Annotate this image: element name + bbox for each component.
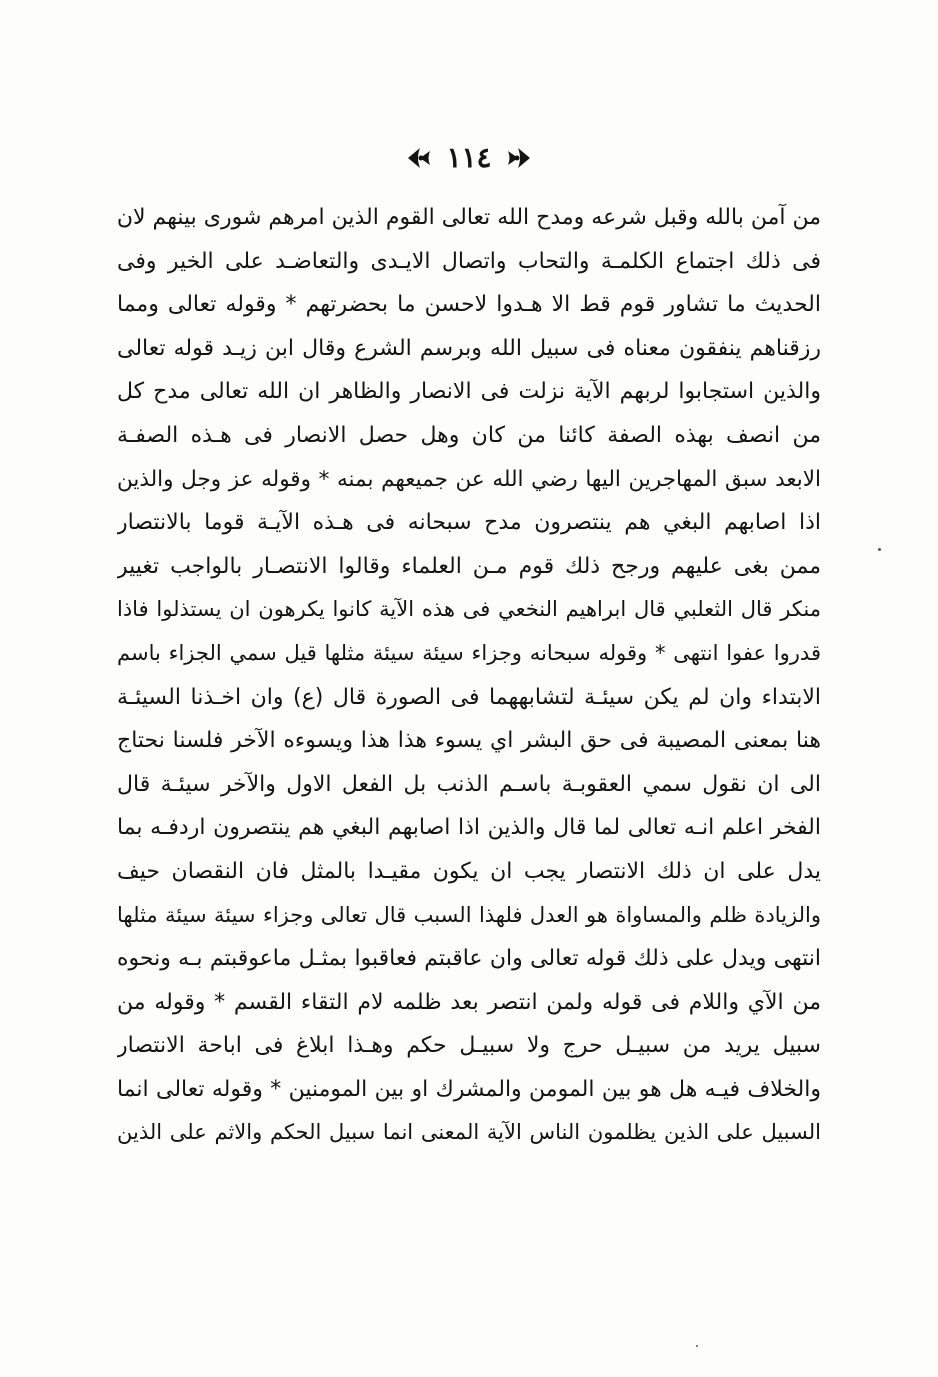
text-line: من آمن بالله وقبل شرعه ومدح الله تعالى القوم الذين امرهم شورى بينهم لان: [117, 205, 821, 230]
scan-speck: [878, 548, 881, 551]
body-text: [117, 196, 821, 1155]
text-line: الفخر اعلم انـه تعالى لما قال والذين اذا اصابهم البغي هم ينتصرون اردفـه بما: [117, 815, 821, 841]
text-line: من انصف بهذه الصفة كائنا من كان وهل حصل الانصار فى هـذه الصفـة: [117, 422, 821, 448]
text-line: الابعد سبق المهاجرين اليها رضي الله عن جميعهم بمنه * وقوله عز وجل والذين: [117, 466, 821, 492]
text-line: الى ان نقول سمي العقوبـة باسـم الذنب بل الفعل الاول والآخر سيئـة قال: [117, 771, 821, 797]
text-line: رزقناهم ينفقون معناه فى سبيل الله وبرسم الشرع وقال ابن زيـد قوله تعالى: [117, 335, 821, 361]
text-line: والذين استجابوا لربهم الآية نزلت فى الانصار والظاهر ان الله تعالى مدح كل: [117, 379, 821, 405]
text-line: الابتداء وان لم يكن سيئـة لتشابههما فى الصورة قال (ع) وان اخـذنا السيئـة: [117, 684, 821, 710]
ornament-right-icon: [406, 145, 432, 171]
page-number: ١١٤: [446, 141, 492, 174]
text-line: هنا بمعنى المصيبة فى حق البشر اي يسوء هذا هذا ويسوءه الآخر فلسنا نحتاج: [117, 728, 821, 754]
text-line: والزيادة ظلم والمساواة هو العدل فلهذا السبب قال تعالى وجزاء سيئة سيئة مثلها: [117, 902, 821, 927]
text-line: يدل على ان ذلك الانتصار يجب ان يكون مقيـدا بالمثل فان النقصان حيف: [117, 858, 821, 884]
text-line: فى ذلك اجتماع الكلمـة والتحاب واتصال الايـدى والتعاضـد على الخير وفى: [117, 248, 821, 274]
text-line: منكر قال الثعلبي قال ابراهيم النخعي فى هذه الآية كانوا يكرهون ان يستذلوا فاذا: [117, 597, 821, 622]
ornament-left-icon: [506, 145, 532, 171]
text-line: سبيل يريد من سبيـل حرج ولا سبيـل حكم وهـذا ابلاغ فى اباحة الانتصار: [117, 1033, 821, 1059]
text-line: الحديث ما تشاور قوم قط الا هـدوا لاحسن ما بحضرتهم * وقوله تعالى ومما: [117, 292, 821, 318]
text-line: انتهى ويدل على ذلك قوله تعالى وان عاقبتم فعاقبوا بمثـل ماعوقبتم بـه ونحوه: [117, 946, 821, 972]
text-line: والخلاف فيـه هل هو بين المومن والمشرك او بين المومنين * وقوله تعالى انما: [117, 1076, 821, 1102]
text-line: من الآي واللام فى قوله ولمن انتصر بعد ظلمه لام التقاء القسم * وقوله من: [117, 989, 821, 1015]
scan-speck: [696, 1345, 698, 1347]
text-line: اذا اصابهم البغي هم ينتصرون مدح سبحانه فى هـذه الآيـة قوما بالانتصار: [117, 510, 821, 536]
text-line: ممن بغى عليهم ورجح ذلك قوم مـن العلماء وقالوا الانتصـار بالواجب تغيير: [117, 553, 821, 579]
text-line: قدروا عفوا انتهى * وقوله سبحانه وجزاء سيئة سيئة مثلها قيل سمي الجزاء باسم: [117, 640, 821, 665]
page-header: [0, 138, 938, 178]
text-line: السبيل على الذين يظلمون الناس الآية المعنى انما سبيل الحكم والاثم على الذين: [117, 1120, 821, 1145]
